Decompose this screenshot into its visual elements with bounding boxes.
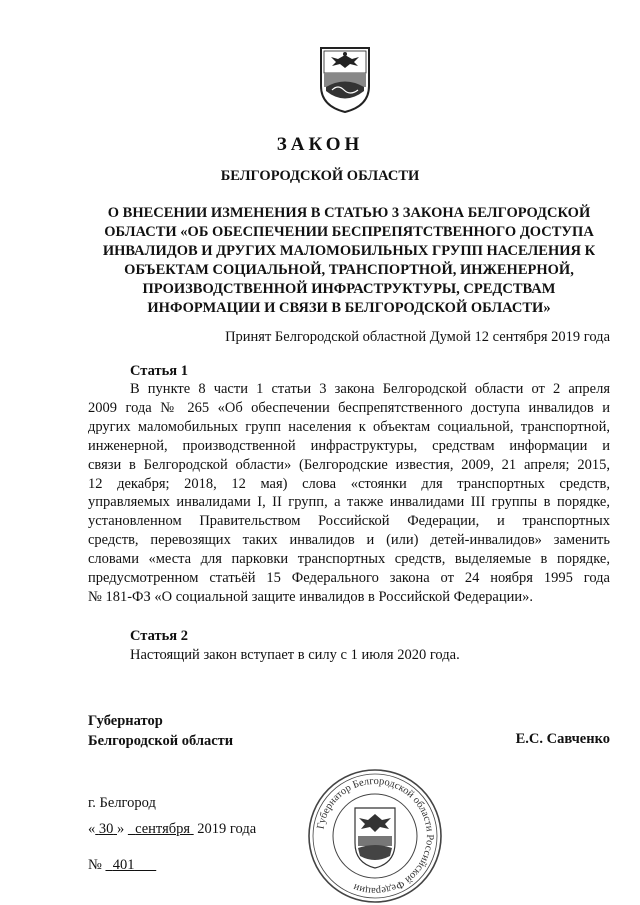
- law-name-line: ОБЛАСТИ «ОБ ОБЕСПЕЧЕНИИ БЕСПРЕПЯТСТВЕННОГО ДОСТУПА: [104, 224, 594, 240]
- law-name-line: ИНФОРМАЦИИ И СВЯЗИ В БЕЛГОРОДСКОЙ ОБЛАСТИ»: [147, 300, 551, 316]
- law-name-line: ПРОИЗВОДСТВЕННОЙ ИНФРАСТРУКТУРЫ, СРЕДСТВАМ: [142, 281, 556, 297]
- region-name: БЕЛГОРОДСКОЙ ОБЛАСТИ: [220, 168, 420, 184]
- date-open-quote: «: [88, 821, 96, 837]
- date-close-quote: »: [117, 821, 125, 837]
- law-name-line: ИНВАЛИДОВ И ДРУГИХ МАЛОМОБИЛЬНЫХ ГРУПП НАСЕЛЕНИЯ К: [102, 243, 596, 259]
- law-name-line: ОБЪЕКТАМ СОЦИАЛЬНОЙ, ТРАНСПОРТНОЙ, ИНЖЕНЕРНОЙ,: [124, 262, 574, 278]
- date-year: 2019 года: [197, 821, 257, 837]
- number-value: [105, 857, 156, 873]
- article-1-heading: Статья 1: [130, 363, 188, 379]
- date-month: [128, 821, 194, 837]
- law-name-line: О ВНЕСЕНИИ ИЗМЕНЕНИЯ В СТАТЬЮ 3 ЗАКОНА БЕЛГОРОДСКОЙ: [107, 205, 591, 221]
- article-1-line: В пункте 8 части 1 статьи 3 закона Белгородской области от 2 апреля: [130, 381, 610, 397]
- date-day-value: 30: [98, 821, 114, 837]
- signatory-name: Е.С. Савченко: [515, 731, 610, 747]
- official-seal-icon: [305, 768, 445, 905]
- article-1-line: связи в Белгородской области» (Белгородские известия, 2009, 21 апреля; 2015,: [88, 456, 610, 473]
- article-1-line: № 181-ФЗ «О социальной защите инвалидов в Российской Федерации».: [88, 588, 533, 605]
- article-1-line: инженерной, производственной инфраструктуры, средствам информации и: [88, 437, 610, 454]
- law-number: [88, 857, 156, 874]
- article-1-line: управляемых инвалидами I, II групп, а также инвалидами III группы в порядке,: [88, 494, 610, 511]
- city: г. Белгород: [88, 795, 156, 811]
- number-value-text: 401: [112, 857, 135, 873]
- number-label: №: [88, 857, 102, 873]
- article-1-line: 2009 года № 265 «Об обеспечении беспрепятственного доступа инвалидов и: [88, 399, 610, 416]
- article-1-line: 12 декабря; 2018, 12 мая) слова «стоянки для транспортных средств,: [88, 475, 610, 492]
- date-month-value: сентября: [135, 821, 191, 837]
- date-day: [95, 821, 117, 837]
- article-2-heading: Статья 2: [130, 628, 188, 644]
- signatory-title-line: Губернатор: [88, 713, 163, 729]
- signing-date: [88, 821, 256, 838]
- article-2-body: Настоящий закон вступает в силу с 1 июля 2020 года.: [130, 647, 460, 663]
- article-1-line: установленном Правительством Российской Федерации, и транспортных: [88, 513, 610, 530]
- article-1-body: [88, 380, 610, 607]
- article-1-line: словами «места для парковки транспортных средств, выделяемые в порядке,: [88, 551, 610, 568]
- seal-ring-text: Губернатор Белгородской области Российской Федерации: [315, 775, 436, 897]
- coat-of-arms-icon: [318, 46, 372, 114]
- document-title: ЗАКОН: [276, 134, 364, 155]
- article-1-line: средств, перевозящих таких инвалидов и (или) детей-инвалидов» заменить: [88, 532, 610, 549]
- article-1-line: предусмотренном статьёй 15 Федерального закона от 24 ноября 1995 года: [88, 570, 610, 587]
- law-name: [88, 204, 610, 318]
- signatory-title-line: Белгородской области: [88, 733, 234, 749]
- adoption-note: Принят Белгородской областной Думой 12 сентября 2019 года: [225, 329, 610, 345]
- article-1-line: других маломобильных групп населения к объектам социальной, транспортной,: [88, 418, 610, 435]
